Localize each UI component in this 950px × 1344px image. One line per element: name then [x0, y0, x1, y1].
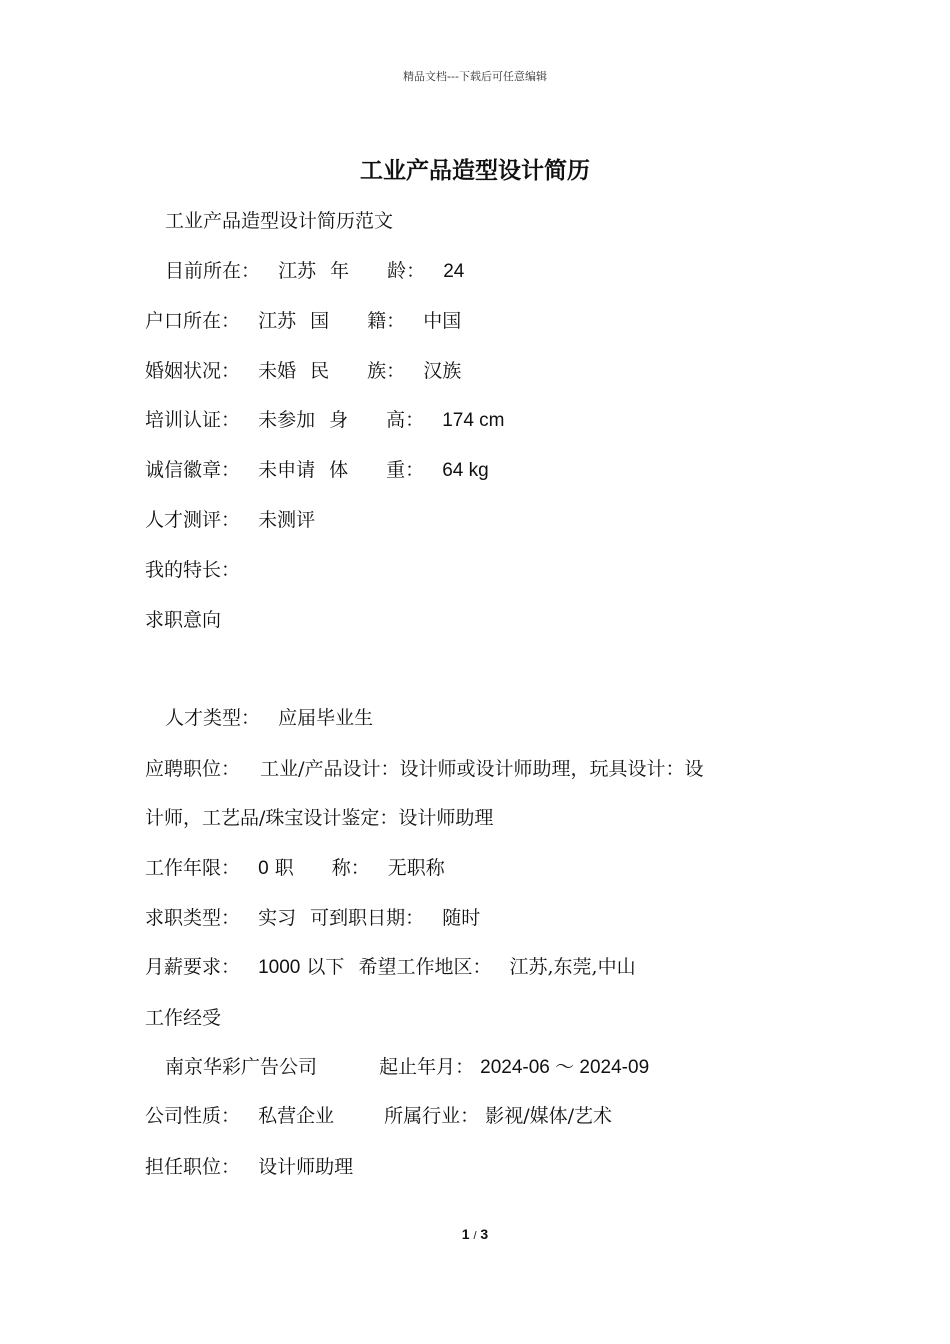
- page-separator: /: [473, 1230, 477, 1242]
- field-value: 江苏: [258, 310, 297, 332]
- page-total: 3: [480, 1226, 489, 1242]
- field-label: 身 高：: [329, 409, 425, 431]
- company-name: 南京华彩广告公司: [165, 1056, 318, 1078]
- field-label: 户口所在：: [145, 310, 241, 332]
- field-row-position-continued: [145, 804, 493, 832]
- field-value: 2024-06 ～ 2024-09: [480, 1057, 650, 1078]
- field-label: 应聘职位：: [145, 758, 241, 780]
- field-row-credit: [145, 456, 489, 485]
- field-value: 影视/媒体/艺术: [485, 1105, 612, 1127]
- field-row-training: [145, 406, 505, 435]
- field-value: 工业/产品设计：设计师或设计师助理，玩具设计：设: [260, 758, 704, 780]
- field-value: 中国: [423, 310, 462, 332]
- field-row-marital: [145, 357, 461, 385]
- field-value: 未申请: [258, 459, 316, 481]
- subtitle: 工业产品造型设计简历范文: [165, 210, 394, 232]
- field-value: 174 cm: [442, 410, 505, 431]
- field-label: 希望工作地区：: [358, 956, 492, 978]
- field-value: 应届毕业生: [278, 707, 374, 729]
- field-label: 工作年限：: [145, 857, 241, 879]
- field-row-role: [145, 1153, 353, 1181]
- field-value: 0: [258, 858, 269, 879]
- field-value: 汉族: [423, 360, 462, 382]
- field-label: 婚姻状况：: [145, 360, 241, 382]
- field-value: 随时: [442, 907, 481, 929]
- field-value: 实习: [258, 907, 297, 929]
- field-label: 可到职日期：: [310, 907, 425, 929]
- field-row-salary: [145, 953, 636, 982]
- field-label: 公司性质：: [145, 1105, 241, 1127]
- field-label: 月薪要求：: [145, 956, 241, 978]
- field-value: 1000: [258, 957, 301, 978]
- field-label: 目前所在：: [165, 260, 261, 282]
- field-label: 民 族：: [310, 360, 406, 382]
- field-label: 担任职位：: [145, 1156, 241, 1178]
- field-row-years: [145, 854, 445, 883]
- field-label: 年 龄：: [330, 260, 426, 282]
- field-value: 设计师助理: [258, 1156, 354, 1178]
- field-label: 职 称：: [274, 857, 370, 879]
- field-label: 体 重：: [329, 459, 425, 481]
- field-row-job-type: [145, 904, 480, 932]
- field-value: 江苏,东莞,中山: [509, 956, 636, 978]
- field-label: 诚信徽章：: [145, 459, 241, 481]
- field-label: 所属行业：: [384, 1105, 480, 1127]
- field-value-suffix: 以下: [306, 956, 345, 978]
- field-label: 我的特长：: [145, 559, 241, 581]
- header-note: 精品文档---下载后可任意编辑: [403, 70, 547, 83]
- field-value: 未测评: [258, 509, 316, 531]
- document-title: 工业产品造型设计简历: [360, 157, 590, 184]
- field-value: 未参加: [258, 409, 316, 431]
- field-row-company: [165, 1053, 649, 1082]
- field-row-talent-type: [165, 704, 373, 732]
- field-row-company-type: [145, 1102, 612, 1130]
- field-value: 江苏: [278, 260, 317, 282]
- field-label: 求职类型：: [145, 907, 241, 929]
- field-value: 无职称: [387, 857, 445, 879]
- field-label: 人才测评：: [145, 509, 241, 531]
- field-row-position: [145, 755, 703, 783]
- field-row-specialty: [145, 556, 240, 584]
- section-heading-experience: 工作经受: [145, 1007, 222, 1029]
- field-value: 私营企业: [258, 1105, 335, 1127]
- section-heading-intention: 求职意向: [145, 609, 222, 631]
- field-label: 国 籍：: [310, 310, 406, 332]
- page-number: [0, 1226, 950, 1242]
- field-row-location: [165, 257, 464, 286]
- field-row-hukou: [145, 307, 461, 335]
- field-value: 未婚: [258, 360, 297, 382]
- page-current: 1: [461, 1226, 470, 1242]
- field-label: 人才类型：: [165, 707, 261, 729]
- field-value: 24: [443, 261, 465, 282]
- field-value: 64 kg: [442, 460, 489, 481]
- field-label: 培训认证：: [145, 409, 241, 431]
- field-row-assessment: [145, 506, 315, 534]
- field-label: 起止年月：: [379, 1056, 475, 1078]
- field-value: 计师，工艺品/珠宝设计鉴定：设计师助理: [145, 807, 494, 829]
